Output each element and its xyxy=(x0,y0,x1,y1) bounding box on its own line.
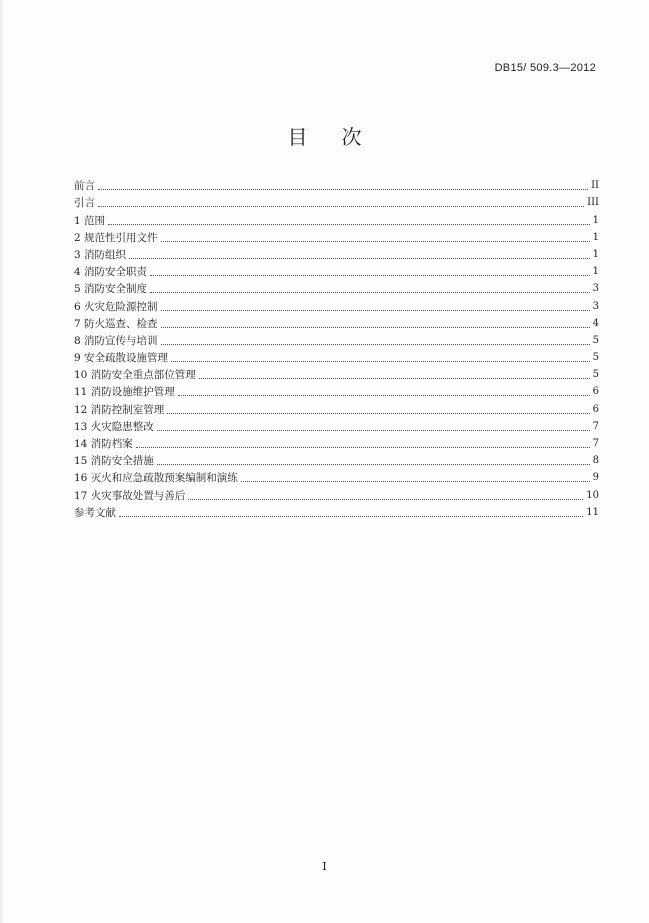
toc-entry-page: 1 xyxy=(592,266,599,278)
toc-entry-label: 11 消防设施维护管理 xyxy=(74,386,175,399)
toc-entry[interactable] xyxy=(74,314,599,331)
toc-entry-label: 5 消防安全制度 xyxy=(74,283,148,296)
toc-entry-page: 6 xyxy=(592,386,599,398)
toc-dot-leader xyxy=(161,344,590,345)
toc-dot-leader xyxy=(150,292,590,293)
toc-entry-label: 7 防火巡查、检查 xyxy=(74,317,158,330)
toc-entry-label: 2 规范性引用文件 xyxy=(74,231,158,244)
toc-entry-label: 16 灭火和应急疏散预案编制和演练 xyxy=(74,472,238,485)
toc-entry-label: 15 消防安全措施 xyxy=(74,455,154,468)
toc-entry[interactable] xyxy=(74,451,599,468)
toc-dot-leader xyxy=(161,310,590,311)
toc-entry-label: 前言 xyxy=(74,180,95,193)
toc-entry-label: 引言 xyxy=(74,197,95,210)
toc-dot-leader xyxy=(178,395,590,396)
toc-entry-label: 13 火灾隐患整改 xyxy=(74,420,154,433)
toc-dot-leader xyxy=(98,206,584,207)
toc-entry-page: 10 xyxy=(586,489,599,501)
toc-entry[interactable] xyxy=(74,331,599,348)
document-code: DB15/ 509.3—2012 xyxy=(494,62,596,74)
toc-dot-leader xyxy=(188,499,583,500)
toc-dot-leader xyxy=(157,430,590,431)
table-of-contents xyxy=(74,176,599,520)
toc-entry[interactable] xyxy=(74,382,599,399)
page-number: I xyxy=(322,860,327,873)
toc-entry[interactable] xyxy=(74,503,599,520)
toc-entry-page: 5 xyxy=(592,352,599,364)
toc-dot-leader xyxy=(98,189,588,190)
toc-entry[interactable] xyxy=(74,296,599,313)
toc-title: 目次 xyxy=(287,125,396,149)
toc-dot-leader xyxy=(161,241,590,242)
toc-entry[interactable] xyxy=(74,485,599,502)
toc-dot-leader xyxy=(241,481,590,482)
toc-entry-page: 9 xyxy=(592,472,599,484)
toc-dot-leader xyxy=(171,361,590,362)
toc-entry-page: 5 xyxy=(592,369,599,381)
toc-dot-leader xyxy=(150,275,590,276)
toc-entry[interactable] xyxy=(74,468,599,485)
toc-dot-leader xyxy=(108,224,590,225)
toc-entry-label: 14 消防档案 xyxy=(74,438,133,450)
toc-dot-leader xyxy=(157,464,590,465)
toc-entry[interactable] xyxy=(74,434,599,451)
toc-entry-label: 17 火灾事故处置与善后 xyxy=(74,489,186,502)
toc-entry-page: 1 xyxy=(592,214,599,226)
toc-entry-label: 1 范围 xyxy=(74,214,106,227)
toc-entry-label: 6 火灾危险源控制 xyxy=(74,300,158,313)
toc-entry-page: 7 xyxy=(592,438,599,449)
toc-entry[interactable] xyxy=(74,417,599,434)
toc-entry[interactable] xyxy=(74,348,599,365)
toc-entry[interactable] xyxy=(74,245,599,262)
toc-entry-page: 7 xyxy=(592,420,599,432)
toc-entry[interactable] xyxy=(74,193,599,210)
toc-entry[interactable] xyxy=(74,279,599,296)
toc-dot-leader xyxy=(129,258,590,259)
toc-entry-page: 3 xyxy=(592,283,599,295)
toc-entry-page: 1 xyxy=(592,231,599,243)
toc-entry-label: 3 消防组织 xyxy=(74,248,127,261)
toc-dot-leader xyxy=(119,516,583,517)
toc-entry[interactable] xyxy=(74,228,599,245)
toc-entry-page: 1 xyxy=(592,248,599,260)
toc-entry-label: 4 消防安全职责 xyxy=(74,266,148,279)
toc-entry-label: 12 消防控制室管理 xyxy=(74,403,165,416)
toc-entry-page: 4 xyxy=(592,317,599,329)
toc-dot-leader xyxy=(167,413,589,414)
toc-entry-page: 3 xyxy=(592,300,599,312)
toc-entry-page: 5 xyxy=(592,334,599,346)
toc-entry-page: 11 xyxy=(586,506,599,518)
toc-entry-label: 8 消防宣传与培训 xyxy=(74,334,158,347)
toc-entry-page: 6 xyxy=(592,403,599,415)
toc-entry-label: 9 安全疏散设施管理 xyxy=(74,352,169,365)
toc-entry-label: 10 消防安全重点部位管理 xyxy=(74,369,196,382)
toc-dot-leader xyxy=(199,378,590,379)
toc-entry-label: 参考文献 xyxy=(74,506,116,519)
toc-entry[interactable] xyxy=(74,365,599,382)
toc-entry[interactable] xyxy=(74,176,599,193)
toc-entry[interactable] xyxy=(74,399,599,416)
toc-entry-page: 8 xyxy=(592,455,599,467)
toc-dot-leader xyxy=(136,447,590,448)
toc-dot-leader xyxy=(161,327,590,328)
toc-entry[interactable] xyxy=(74,262,599,279)
toc-entry-page: II xyxy=(591,180,599,192)
toc-entry-page: III xyxy=(587,197,599,209)
toc-entry[interactable] xyxy=(74,210,599,227)
